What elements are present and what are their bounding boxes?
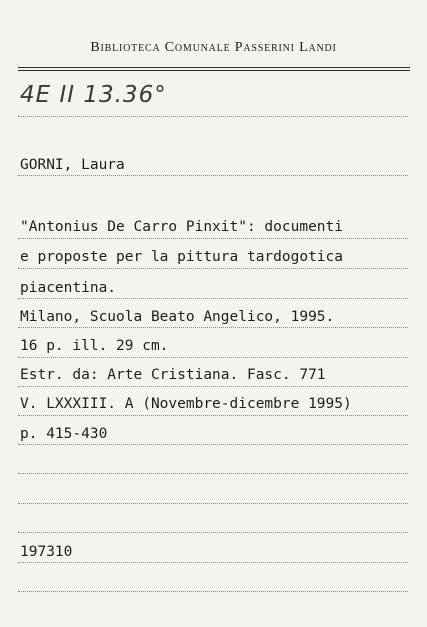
ruled-line	[18, 175, 408, 176]
title-line-1: "Antonius De Carro Pinxit": documenti	[20, 219, 344, 235]
ruled-line	[18, 357, 408, 358]
ruled-line	[18, 562, 408, 563]
inventory-number: 197310	[20, 544, 73, 560]
ruled-line	[18, 298, 408, 299]
ruled-line	[18, 532, 408, 533]
ruled-line	[18, 473, 408, 474]
ruled-line	[18, 238, 408, 239]
call-number: 4E II 13.36°	[20, 82, 167, 108]
call-number-rule	[18, 116, 408, 117]
ruled-line	[18, 386, 408, 387]
title-line-3: piacentina.	[20, 280, 117, 296]
source-line-2: V. LXXXIII. A (Novembre-dicembre 1995)	[20, 396, 352, 412]
header-rule-top	[18, 67, 410, 68]
ruled-line	[18, 503, 408, 504]
publication-line: Milano, Scuola Beato Angelico, 1995.	[20, 309, 335, 325]
title-line-2: e proposte per la pittura tardogotica	[20, 249, 344, 265]
author-line: GORNI, Laura	[20, 157, 125, 173]
pages-line: p. 415-430	[20, 426, 108, 442]
ruled-line	[18, 327, 408, 328]
header-rule-bottom	[18, 70, 410, 71]
ruled-line	[18, 415, 408, 416]
library-header: Biblioteca Comunale Passerini Landi	[90, 40, 337, 55]
ruled-line	[18, 268, 408, 269]
ruled-line	[18, 444, 408, 445]
physical-description-line: 16 p. ill. 29 cm.	[20, 338, 169, 354]
ruled-line	[18, 591, 408, 592]
source-line-1: Estr. da: Arte Cristiana. Fasc. 771	[20, 367, 326, 383]
